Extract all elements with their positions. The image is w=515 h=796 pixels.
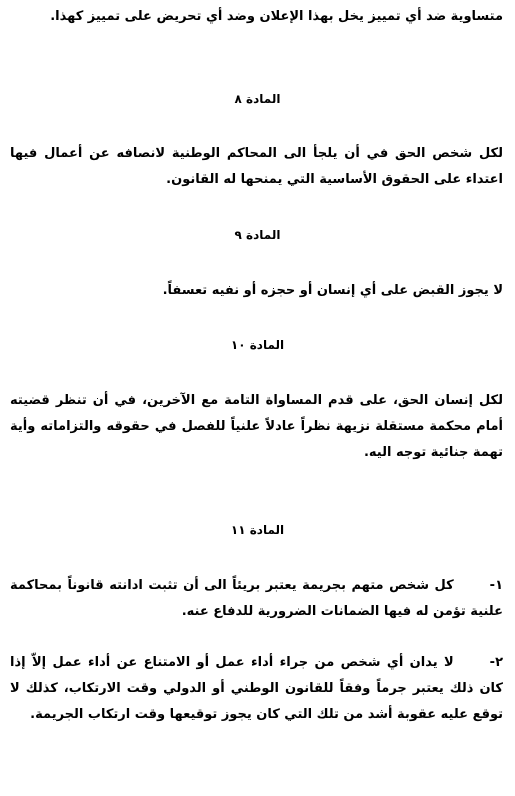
article-11-clause-2 bbox=[10, 650, 503, 728]
article-11-clause-1 bbox=[10, 573, 503, 625]
clause-1-text: كل شخص متهم بجريمة يعتبر بريئاً الى أن تثبت ادانته قانوناً بمحاكمة علنية تؤمن له فيها الضمانات الضرورية للدفاع عنه. bbox=[10, 578, 503, 619]
intro-paragraph: متساوية ضد أي تمييز يخل بهذا الإعلان وضد أي تحريض على تمييز كهذا. bbox=[50, 9, 503, 24]
article-10-heading: المادة ١٠ bbox=[230, 338, 285, 352]
article-9-text: لا يجوز القبض على أي إنسان أو حجزه أو نفيه تعسفاً. bbox=[162, 283, 503, 298]
article-8-text: لكل شخص الحق في أن يلجأ الى المحاكم الوطنية لانصافه عن أعمال فيها اعتداء على الحقوق الأساسية التي يمنحها له القانون. bbox=[10, 146, 503, 187]
article-8-heading: المادة ٨ bbox=[234, 92, 281, 106]
clause-2-text: لا يدان أي شخص من جراء أداء عمل أو الامتناع عن أداء عمل إلاّ إذا كان ذلك يعتبر جرماً وفقاً للقانون الوطني أو الدولي وقت الارتكاب، كذلك لا توقع عليه عقوبة أشد من تلك التي كان يجوز توقيعها وقت ارتكاب الجريمة. bbox=[10, 655, 503, 722]
clause-2-number: ٢- bbox=[489, 655, 503, 670]
article-11-heading: المادة ١١ bbox=[230, 523, 285, 537]
article-9-heading: المادة ٩ bbox=[234, 228, 281, 242]
clause-1-number: ١- bbox=[489, 578, 503, 593]
article-10-text: لكل إنسان الحق، على قدم المساواة التامة مع الآخرين، في أن تنظر قضيته أمام محكمة مستقلة نزيهة نظراً عادلاً علنياً للفصل في حقوقه والتزاماته وأية تهمة جنائية توجه اليه. bbox=[10, 393, 503, 460]
